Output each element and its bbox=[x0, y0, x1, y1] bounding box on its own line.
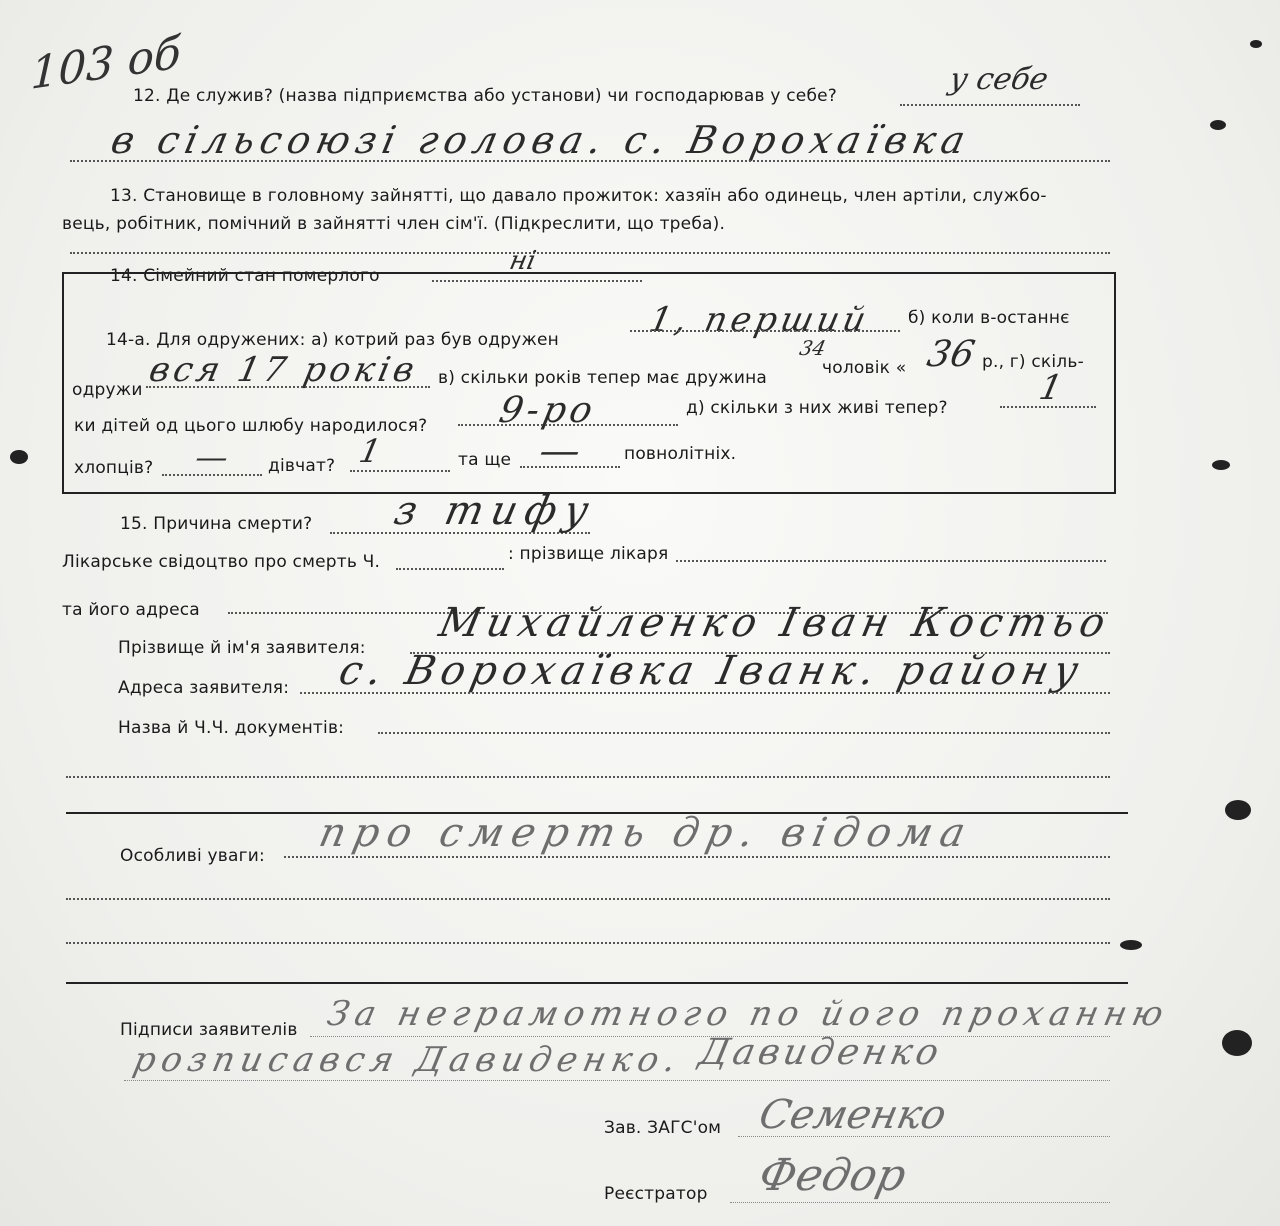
notes-value: про смерть др. відома bbox=[315, 810, 978, 856]
signatures-line1: За неграмотного по його проханню bbox=[323, 994, 1173, 1034]
q12-dots bbox=[900, 104, 1080, 106]
q14a-last-married: вся 17 років bbox=[145, 350, 422, 390]
q12-answer-dots bbox=[70, 160, 1110, 162]
applicant-name-label: Прізвище й ім'я заявителя: bbox=[118, 638, 366, 658]
q14a-line4-a: хлопців? bbox=[74, 458, 154, 478]
notes-label: Особливі уваги: bbox=[120, 846, 265, 866]
notes-dots bbox=[284, 856, 1110, 858]
q14a-husband-age: 36 bbox=[923, 334, 979, 375]
documents-label: Назва й Ч.Ч. документів: bbox=[118, 718, 345, 738]
q14a-minors-dots bbox=[520, 466, 620, 468]
signature-1: Давиденко bbox=[695, 1032, 947, 1073]
q14a-girls-dots bbox=[350, 470, 450, 472]
ink-blot bbox=[1212, 460, 1230, 470]
q14-label: 14. Сімейний стан померлого bbox=[110, 266, 380, 286]
q12-label: 12. Де служив? (назва підприємства або установи) чи господарював у себе? bbox=[133, 86, 838, 106]
documents-dots bbox=[378, 732, 1110, 734]
q14a-children-alive: 1 bbox=[1035, 368, 1066, 408]
applicant-address-label: Адреса заявителя: bbox=[118, 678, 290, 698]
q14a-line2-b: в) скільки років тепер має дружина bbox=[438, 368, 768, 388]
q14a-marriage-count: 1, перший bbox=[645, 300, 874, 340]
q14a-children-born: 9-ро bbox=[495, 390, 601, 431]
ink-blot bbox=[1210, 120, 1226, 130]
q14a-line2-a: одружи bbox=[72, 380, 143, 400]
q14a-line1-b: б) коли в-останнє bbox=[908, 308, 1070, 328]
q14a-line4-c: та ще bbox=[458, 450, 512, 470]
notes-dots-2 bbox=[66, 898, 1110, 900]
archive-number: 103 об bbox=[29, 27, 182, 100]
ink-blot bbox=[1250, 40, 1262, 48]
q14a-line3-dots bbox=[458, 424, 678, 426]
ink-blot bbox=[1120, 940, 1142, 950]
signatures-label: Підписи заявителів bbox=[120, 1020, 298, 1040]
applicant-address: с. Ворохаївка Іванк. району bbox=[335, 648, 1089, 694]
q14a-wife-age: 34 bbox=[797, 336, 829, 360]
medical-label: Лікарське свідоцтво про смерть Ч. bbox=[62, 552, 381, 572]
zags-head-label: Зав. ЗАГС'ом bbox=[604, 1118, 722, 1138]
signatures-dots-2 bbox=[124, 1080, 1110, 1081]
address-label: та його адреса bbox=[62, 600, 200, 620]
registrar-signature: Федор bbox=[754, 1150, 911, 1201]
registrar-dots bbox=[730, 1202, 1110, 1203]
section-rule-2 bbox=[66, 982, 1128, 984]
ink-blot bbox=[1222, 1030, 1252, 1056]
zags-head-dots bbox=[738, 1136, 1110, 1137]
q13-dots bbox=[70, 252, 1110, 254]
q13-line1: 13. Становище в головному зайнятті, що давало прожиток: хазяїн або одинець, член артіли, службо- bbox=[110, 186, 1047, 206]
q12-answer-line: в сільсоюзі голова. с. Ворохаївка bbox=[107, 118, 976, 162]
q14a-line4-b: дівчат? bbox=[268, 456, 336, 476]
applicant-address-dots bbox=[300, 692, 1110, 694]
q15-label: 15. Причина смерти? bbox=[120, 514, 313, 534]
q14a-line2-dots bbox=[146, 386, 430, 388]
doctor-dots bbox=[676, 560, 1106, 562]
q13-line2: вець, робітник, помічний в зайнятті член сім'ї. (Підкреслити, що треба). bbox=[62, 214, 726, 234]
documents-dots-2 bbox=[66, 776, 1110, 778]
ink-blot bbox=[1225, 800, 1251, 820]
applicant-name: Михайленко Іван Костьо bbox=[435, 600, 1116, 646]
q14a-line1-dots bbox=[630, 330, 900, 332]
q14a-line2-d: р., г) скіль- bbox=[982, 352, 1084, 372]
q14a-minors: — bbox=[535, 428, 585, 474]
signatures-line2: розписався Давиденко. bbox=[129, 1040, 686, 1080]
q14a-line3-b: д) скільки з них живі тепер? bbox=[686, 398, 948, 418]
q14a-boys: — bbox=[191, 438, 233, 476]
q14a-line3-a: ки дітей од цього шлюбу народилося? bbox=[74, 416, 428, 436]
doctor-label: : прізвище лікаря bbox=[508, 544, 669, 564]
q12-answer-top: у себе bbox=[946, 62, 1052, 97]
q14a-girls: 1 bbox=[355, 432, 385, 470]
ink-blot bbox=[10, 450, 28, 464]
q14a-boys-dots bbox=[162, 474, 262, 476]
q14a-line1-a: 14-а. Для одружених: а) котрий раз був одружен bbox=[106, 330, 559, 350]
q14a-line2-c: чоловік « bbox=[822, 358, 907, 378]
q15-answer: з тифу bbox=[390, 488, 601, 534]
q14-answer: ні bbox=[506, 246, 539, 276]
medical-cert-dots bbox=[396, 568, 504, 570]
q14a-line4-d: повнолітніх. bbox=[624, 444, 737, 464]
notes-dots-3 bbox=[66, 942, 1110, 944]
zags-head-signature: Семенко bbox=[755, 1092, 951, 1138]
registrar-label: Реєстратор bbox=[604, 1184, 708, 1204]
